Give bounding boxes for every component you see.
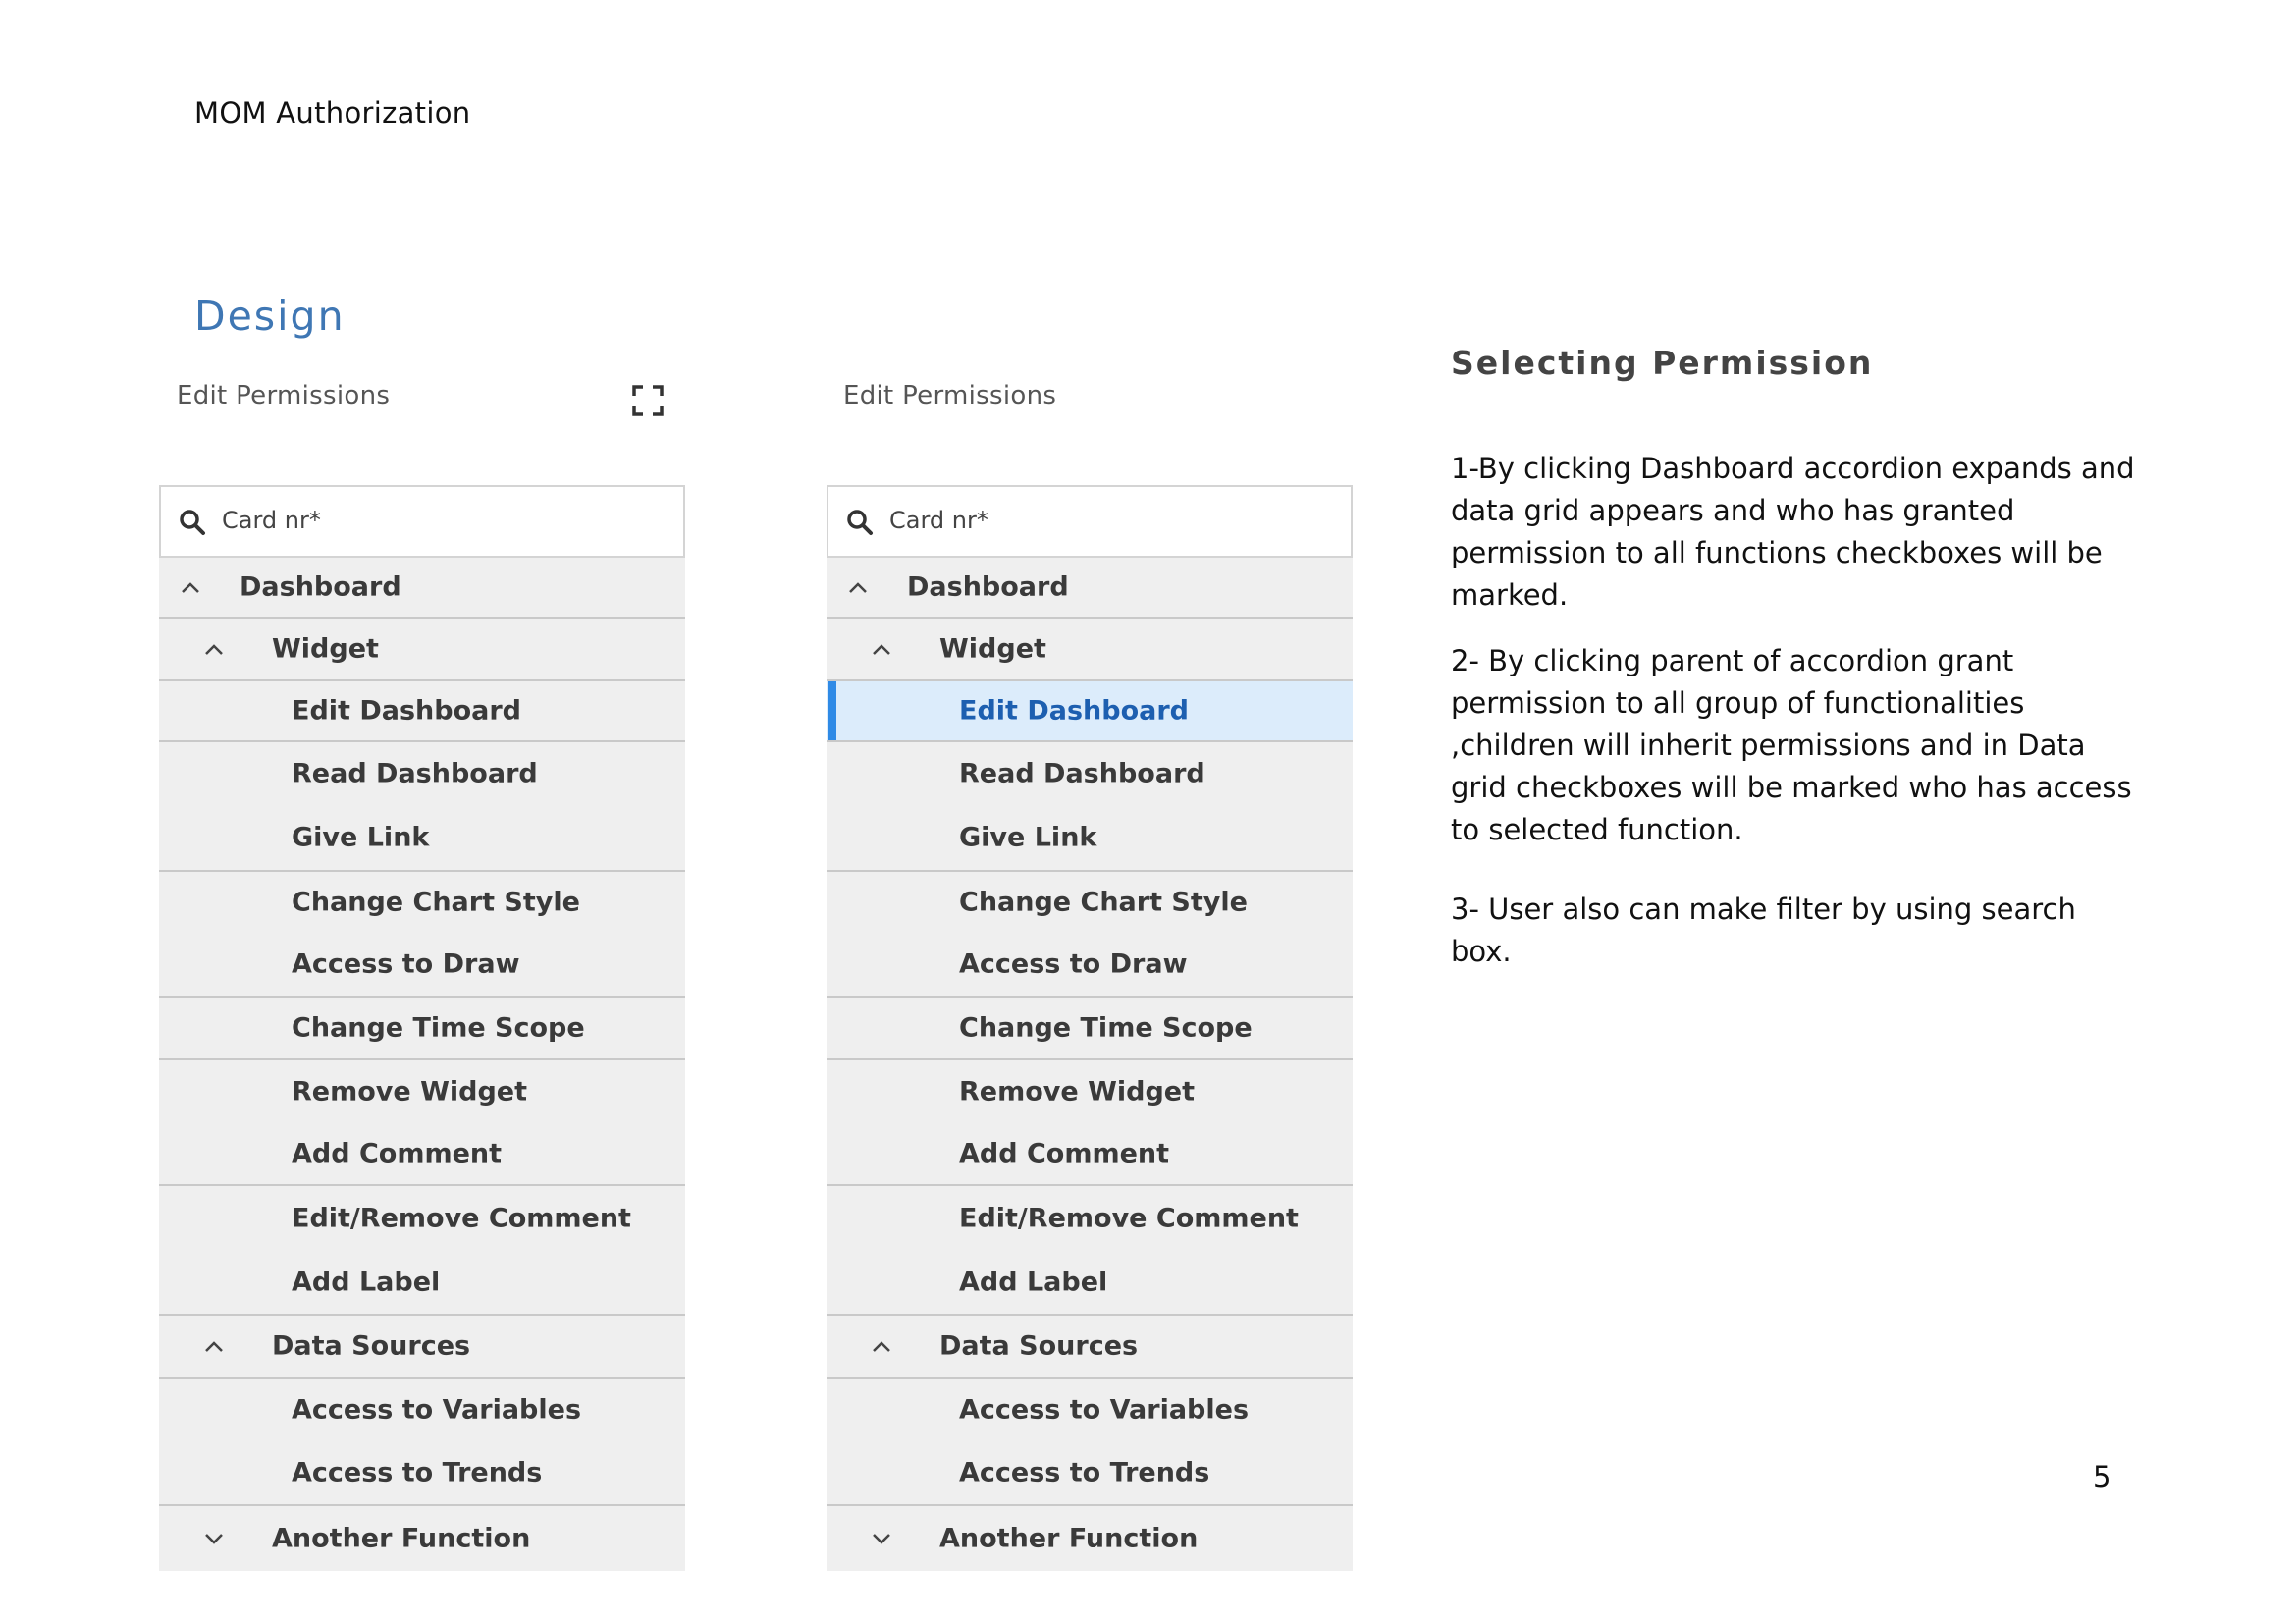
search-icon bbox=[846, 509, 874, 536]
tree-item-label: Access to Variables bbox=[292, 1394, 582, 1426]
tree-item-label: Data Sources bbox=[939, 1330, 1139, 1362]
tree-item-edit-remove-comment[interactable] bbox=[827, 1186, 1353, 1251]
tree-item-label: Add Label bbox=[959, 1267, 1108, 1298]
search-box[interactable] bbox=[827, 485, 1353, 558]
tree-item-label: Give Link bbox=[959, 822, 1097, 853]
tree-item-access-to-variables[interactable] bbox=[159, 1379, 685, 1441]
tree-item-read-dashboard[interactable] bbox=[159, 742, 685, 805]
chevron-down-icon[interactable] bbox=[204, 1532, 224, 1545]
tree-item-widget[interactable] bbox=[827, 619, 1353, 681]
chevron-up-icon[interactable] bbox=[204, 1339, 224, 1353]
search-input[interactable]: Card nr* bbox=[889, 507, 988, 534]
tree-item-remove-widget[interactable] bbox=[159, 1060, 685, 1123]
search-icon bbox=[179, 509, 206, 536]
tree-item-edit-dashboard[interactable] bbox=[159, 681, 685, 742]
tree-item-label: Widget bbox=[939, 633, 1046, 665]
tree-item-access-to-draw[interactable] bbox=[827, 933, 1353, 998]
panel-title: Edit Permissions bbox=[843, 381, 1057, 410]
tree-item-label: Dashboard bbox=[907, 571, 1069, 603]
tree-item-change-time-scope[interactable] bbox=[827, 998, 1353, 1060]
tree-item-change-chart-style[interactable] bbox=[159, 872, 685, 933]
tree-item-label: Access to Trends bbox=[292, 1457, 543, 1488]
tree-item-access-to-trends[interactable] bbox=[159, 1441, 685, 1506]
tree-item-another-function[interactable] bbox=[159, 1506, 685, 1571]
tree-item-access-to-trends[interactable] bbox=[827, 1441, 1353, 1506]
tree-item-label: Give Link bbox=[292, 822, 430, 853]
tree-item-label: Read Dashboard bbox=[959, 758, 1205, 789]
tree-item-give-link[interactable] bbox=[827, 805, 1353, 872]
description-paragraph: 2- By clicking parent of accordion grant permission to all group of functionalities ,children will inherit permissions and in Data grid checkboxes will be marked who has access to selected function. bbox=[1451, 644, 2132, 846]
tree-item-add-comment[interactable] bbox=[827, 1123, 1353, 1186]
permissions-panel bbox=[827, 485, 1353, 1571]
document-header: MOM Authorization bbox=[194, 96, 471, 130]
panel-title: Edit Permissions bbox=[177, 381, 391, 410]
tree-item-label: Another Function bbox=[939, 1523, 1199, 1554]
tree-item-read-dashboard[interactable] bbox=[827, 742, 1353, 805]
tree-item-label: Widget bbox=[272, 633, 379, 665]
chevron-up-icon[interactable] bbox=[848, 580, 868, 594]
tree-item-another-function[interactable] bbox=[827, 1506, 1353, 1571]
tree-item-label: Edit/Remove Comment bbox=[292, 1203, 631, 1234]
tree-item-label: Edit Dashboard bbox=[292, 695, 521, 727]
tree-item-dashboard[interactable] bbox=[827, 558, 1353, 619]
tree-item-label: Another Function bbox=[272, 1523, 531, 1554]
permissions-panel bbox=[159, 485, 685, 1571]
description-title: Selecting Permission bbox=[1451, 344, 1874, 382]
tree-item-label: Change Time Scope bbox=[292, 1012, 585, 1044]
tree-item-label: Change Chart Style bbox=[959, 887, 1248, 918]
tree-item-access-to-draw[interactable] bbox=[159, 933, 685, 998]
tree-item-change-time-scope[interactable] bbox=[159, 998, 685, 1060]
description-paragraph: 1-By clicking Dashboard accordion expands and data grid appears and who has granted permission to all functions checkboxes will be marked. bbox=[1451, 452, 2135, 612]
tree-item-remove-widget[interactable] bbox=[827, 1060, 1353, 1123]
search-input[interactable]: Card nr* bbox=[222, 507, 321, 534]
tree-item-change-chart-style[interactable] bbox=[827, 872, 1353, 933]
tree-item-add-label[interactable] bbox=[827, 1251, 1353, 1316]
tree-item-edit-dashboard[interactable] bbox=[827, 681, 1353, 742]
tree-item-data-sources[interactable] bbox=[827, 1316, 1353, 1379]
tree-item-edit-remove-comment[interactable] bbox=[159, 1186, 685, 1251]
tree-item-label: Remove Widget bbox=[959, 1076, 1196, 1108]
tree-item-give-link[interactable] bbox=[159, 805, 685, 872]
chevron-up-icon[interactable] bbox=[872, 642, 891, 656]
tree-item-data-sources[interactable] bbox=[159, 1316, 685, 1379]
tree-item-label: Add Comment bbox=[292, 1138, 503, 1169]
tree-item-label: Edit Dashboard bbox=[959, 695, 1189, 727]
tree-item-label: Data Sources bbox=[272, 1330, 471, 1362]
tree-item-label: Dashboard bbox=[240, 571, 401, 603]
tree-item-label: Remove Widget bbox=[292, 1076, 528, 1108]
tree-item-add-comment[interactable] bbox=[159, 1123, 685, 1186]
expand-icon[interactable] bbox=[632, 385, 664, 416]
search-box[interactable] bbox=[159, 485, 685, 558]
description-column bbox=[1451, 344, 2138, 968]
tree-item-label: Access to Variables bbox=[959, 1394, 1250, 1426]
tree-item-label: Edit/Remove Comment bbox=[959, 1203, 1299, 1234]
permission-tree bbox=[159, 558, 685, 1571]
tree-item-widget[interactable] bbox=[159, 619, 685, 681]
tree-item-label: Access to Draw bbox=[292, 948, 520, 980]
tree-item-label: Access to Draw bbox=[959, 948, 1188, 980]
permission-tree bbox=[827, 558, 1353, 1571]
chevron-up-icon[interactable] bbox=[872, 1339, 891, 1353]
tree-item-label: Change Chart Style bbox=[292, 887, 580, 918]
section-title: Design bbox=[194, 293, 346, 340]
tree-item-add-label[interactable] bbox=[159, 1251, 685, 1316]
chevron-up-icon[interactable] bbox=[181, 580, 200, 594]
tree-item-dashboard[interactable] bbox=[159, 558, 685, 619]
tree-item-label: Add Comment bbox=[959, 1138, 1170, 1169]
tree-item-label: Access to Trends bbox=[959, 1457, 1210, 1488]
chevron-up-icon[interactable] bbox=[204, 642, 224, 656]
tree-item-label: Change Time Scope bbox=[959, 1012, 1253, 1044]
description-paragraph: 3- User also can make filter by using search box. bbox=[1451, 893, 2076, 968]
tree-item-label: Add Label bbox=[292, 1267, 441, 1298]
page-number: 5 bbox=[2093, 1460, 2111, 1493]
tree-item-access-to-variables[interactable] bbox=[827, 1379, 1353, 1441]
tree-item-label: Read Dashboard bbox=[292, 758, 538, 789]
chevron-down-icon[interactable] bbox=[872, 1532, 891, 1545]
